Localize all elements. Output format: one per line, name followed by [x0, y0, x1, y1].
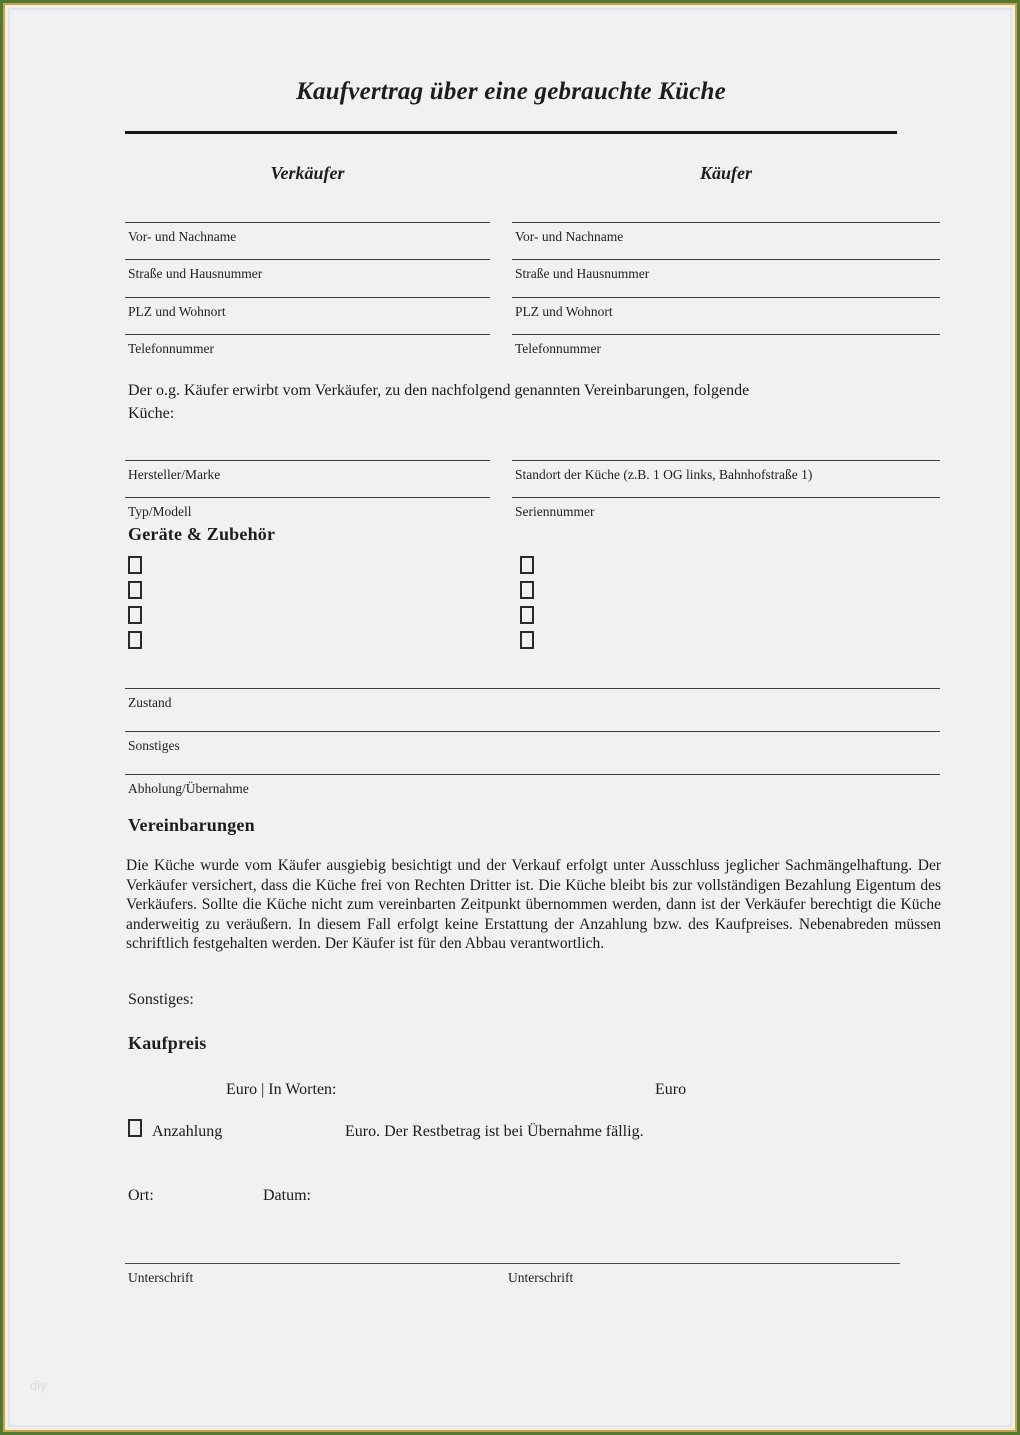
buyer-signature-label: Unterschrift: [508, 1270, 574, 1285]
anzahlung-checkbox[interactable]: [128, 1119, 142, 1137]
field-label: PLZ und Wohnort: [515, 304, 613, 319]
abholung-uebernahme-field[interactable]: [125, 774, 940, 797]
device-checkbox-7[interactable]: [520, 606, 534, 624]
buyer-header: Käufer: [699, 163, 752, 183]
field-label: Vor- und Nachname: [128, 229, 237, 244]
field-label: Telefonnummer: [515, 341, 602, 356]
device-checkbox-6[interactable]: [520, 581, 534, 599]
page-title: Kaufvertrag über eine gebrauchte Küche: [296, 78, 726, 105]
field-label: Telefonnummer: [128, 341, 215, 356]
sonstiges-label: Sonstiges:: [128, 991, 194, 1008]
field-label: Abholung/Übernahme: [128, 781, 249, 796]
datum-label: Datum:: [263, 1187, 311, 1204]
seller-city-field[interactable]: [125, 297, 490, 320]
zustand-field[interactable]: [125, 688, 940, 711]
standort-field[interactable]: [512, 460, 940, 483]
ort-label: Ort:: [128, 1187, 154, 1204]
field-label: Vor- und Nachname: [515, 229, 624, 244]
seller-street-field[interactable]: [125, 259, 490, 282]
device-checkbox-5[interactable]: [520, 556, 534, 574]
seller-header: Verkäufer: [270, 163, 345, 183]
restbetrag-label: Euro. Der Restbetrag ist bei Übernahme fällig.: [345, 1123, 644, 1140]
title-divider: [125, 131, 897, 134]
agreements-heading: Vereinbarungen: [128, 815, 255, 835]
seller-name-field[interactable]: [125, 222, 490, 245]
signature-line[interactable]: [125, 1263, 900, 1264]
seller-signature-label: Unterschrift: [128, 1270, 194, 1285]
buyer-street-field[interactable]: [512, 259, 940, 282]
field-label: Typ/Modell: [128, 504, 192, 519]
field-label: PLZ und Wohnort: [128, 304, 226, 319]
intro-line-2: Küche:: [128, 405, 175, 422]
field-label: Zustand: [128, 695, 172, 710]
price-heading: Kaufpreis: [128, 1033, 207, 1053]
watermark: diy: [30, 1378, 47, 1393]
field-label: Hersteller/Marke: [128, 467, 221, 482]
field-label: Seriennummer: [515, 504, 595, 519]
anzahlung-label: Anzahlung: [152, 1123, 223, 1140]
field-label: Straße und Hausnummer: [128, 266, 263, 281]
device-checkbox-3[interactable]: [128, 606, 142, 624]
seriennummer-field[interactable]: [512, 497, 940, 520]
typ-modell-field[interactable]: [125, 497, 490, 520]
field-label: Sonstiges: [128, 738, 180, 753]
device-checkbox-1[interactable]: [128, 556, 142, 574]
euro-in-worten-label: Euro | In Worten:: [226, 1081, 337, 1098]
hersteller-marke-field[interactable]: [125, 460, 490, 483]
sonstiges-field[interactable]: [125, 731, 940, 754]
seller-phone-field[interactable]: [125, 334, 490, 357]
buyer-city-field[interactable]: [512, 297, 940, 320]
field-label: Straße und Hausnummer: [515, 266, 650, 281]
buyer-phone-field[interactable]: [512, 334, 940, 357]
device-checkbox-8[interactable]: [520, 631, 534, 649]
device-checkbox-4[interactable]: [128, 631, 142, 649]
intro-paragraph: [128, 379, 918, 425]
buyer-name-field[interactable]: [512, 222, 940, 245]
device-checkbox-2[interactable]: [128, 581, 142, 599]
devices-heading: Geräte & Zubehör: [128, 524, 276, 544]
agreements-paragraph: Die Küche wurde vom Käufer ausgiebig besichtigt und der Verkauf erfolgt unter Ausschluss jeglicher Sachmängelhaftung. Der Verkäufer versichert, dass die Küche frei von Rechten Dritter ist. Die Küche bleibt bis zur vollständigen Bezahlung Eigentum des Verkäufers. Sollte die Küche nicht zum vereinbarten Zeitpunkt übernommen werden, dann ist der Verkäufer berechtigt die Küche anderweitig zu veräußern. In diesem Fall erfolgt keine Erstattung der Anzahlung bzw. des Kaufpreises. Nebenabreden müssen schriftlich festgehalten werden. Der Käufer ist für den Abbau verantwortlich.: [126, 857, 941, 952]
euro-label: Euro: [655, 1081, 687, 1098]
field-label: Standort der Küche (z.B. 1 OG links, Bahnhofstraße 1): [515, 467, 813, 482]
intro-line-1: Der o.g. Käufer erwirbt vom Verkäufer, zu den nachfolgend genannten Vereinbarungen, folgende: [128, 382, 750, 399]
